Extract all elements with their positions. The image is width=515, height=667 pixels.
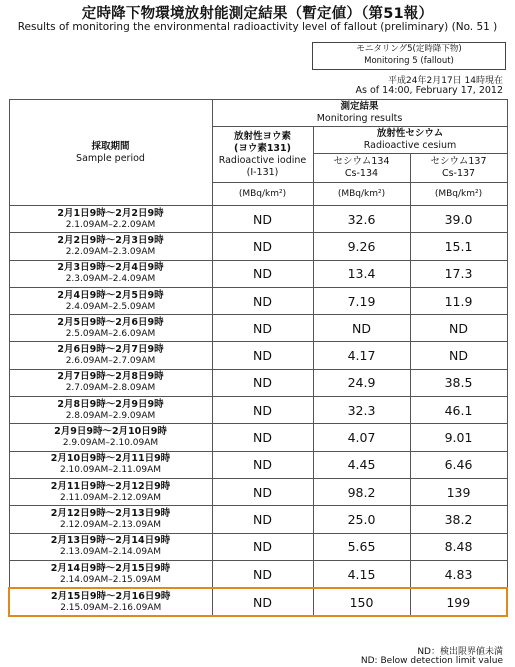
iodine-value: ND	[212, 397, 313, 424]
unit-cs137: (MBq/km²)	[410, 183, 507, 206]
period-ja: 2月13日9時～2月14日9時	[50, 535, 171, 547]
cs134-value: 5.65	[313, 533, 410, 560]
cs134-value: 4.45	[313, 451, 410, 478]
page-title-ja: 定時降下物環境放射能測定結果（暫定値）（第51報）	[81, 6, 434, 22]
iodine-header-ja2: (ヨウ素131)	[233, 142, 291, 154]
cs134-header-en: Cs-134	[344, 168, 379, 179]
cs134-value: 32.6	[313, 206, 410, 233]
cs137-value: ND	[410, 315, 507, 342]
table-row	[9, 588, 507, 616]
table-row	[9, 315, 507, 342]
unit-cs134: (MBq/km²)	[313, 183, 410, 206]
period-cell	[9, 588, 212, 616]
cs137-value: 6.46	[410, 451, 507, 478]
results-header-ja: 測定結果	[340, 101, 379, 112]
period-cell	[9, 451, 212, 478]
cs134-value: 4.07	[313, 424, 410, 451]
as-of-en: As of 14:00, February 17, 2012	[355, 85, 503, 96]
cs137-header-en: Cs-137	[441, 168, 476, 179]
period-cell	[9, 478, 212, 505]
cs137-value: 15.1	[410, 233, 507, 260]
period-cell	[9, 206, 212, 233]
page-title-en: Results of monitoring the environmental radioactivity level of fallout (preliminary) (No. 51 )	[17, 21, 498, 33]
iodine-value: ND	[212, 315, 313, 342]
period-ja: 2月2日9時～2月3日9時	[57, 234, 164, 246]
period-en: 2.8.09AM–2.9.09AM	[65, 410, 156, 421]
period-ja: 2月9日9時～2月10日9時	[54, 426, 167, 438]
period-ja: 2月3日9時～2月4日9時	[57, 262, 164, 274]
iodine-header-en2: (I-131)	[246, 166, 279, 178]
table-row	[9, 206, 507, 233]
cs137-value: 38.2	[410, 506, 507, 533]
period-ja: 2月14日9時～2月15日9時	[50, 562, 171, 574]
cs137-header-ja: セシウム137	[430, 156, 487, 167]
period-cell	[9, 506, 212, 533]
cs134-header-ja: セシウム134	[333, 156, 390, 167]
iodine-value: ND	[212, 287, 313, 314]
cs137-value: 8.48	[410, 533, 507, 560]
table-row	[9, 424, 507, 451]
table-row	[9, 369, 507, 396]
iodine-header-en: Radioactive iodine	[218, 154, 307, 166]
period-en: 2.14.09AM–2.15.09AM	[59, 574, 162, 585]
period-en: 2.13.09AM–2.14.09AM	[59, 547, 162, 558]
period-ja: 2月12日9時～2月13日9時	[50, 507, 171, 519]
period-header-en: Sample period	[76, 152, 145, 164]
table-row	[9, 506, 507, 533]
cs134-value: 98.2	[313, 478, 410, 505]
cs137-value: 11.9	[410, 287, 507, 314]
iodine-value: ND	[212, 533, 313, 560]
iodine-header-ja: 放射性ヨウ素	[233, 130, 291, 142]
table-row	[9, 560, 507, 588]
period-ja: 2月15日9時～2月16日9時	[51, 590, 171, 602]
iodine-value: ND	[212, 206, 313, 233]
cs134-header	[313, 154, 410, 183]
period-cell	[9, 369, 212, 396]
results-table	[8, 99, 508, 617]
period-header-ja: 採取期間	[91, 140, 130, 152]
table-row	[9, 397, 507, 424]
cs134-value: 25.0	[313, 506, 410, 533]
cs134-value: 4.15	[313, 560, 410, 588]
monitoring-label-ja: モニタリング5(定時降下物)	[356, 44, 462, 54]
cs134-value: 7.19	[313, 287, 410, 314]
period-en: 2.5.09AM–2.6.09AM	[65, 328, 156, 339]
table-row	[9, 260, 507, 287]
cs134-value: 24.9	[313, 369, 410, 396]
period-en: 2.2.09AM–2.3.09AM	[65, 246, 156, 257]
table-row	[9, 533, 507, 560]
period-en: 2.11.09AM–2.12.09AM	[59, 492, 162, 503]
period-en: 2.3.09AM–2.4.09AM	[65, 274, 156, 285]
period-en: 2.4.09AM–2.5.09AM	[65, 301, 156, 312]
table-row	[9, 478, 507, 505]
period-ja: 2月10日9時～2月11日9時	[50, 453, 171, 465]
period-ja: 2月8日9時～2月9日9時	[57, 398, 164, 410]
monitoring-label-en: Monitoring 5 (fallout)	[364, 56, 454, 66]
cs137-value: 199	[410, 588, 507, 616]
iodine-value: ND	[212, 478, 313, 505]
cs137-value: 4.83	[410, 560, 507, 588]
table-row	[9, 233, 507, 260]
cs137-value: 139	[410, 478, 507, 505]
iodine-value: ND	[212, 560, 313, 588]
period-en: 2.1.09AM–2.2.09AM	[65, 219, 156, 230]
iodine-value: ND	[212, 588, 313, 616]
cesium-header-en: Radioactive cesium	[363, 140, 457, 151]
cesium-header	[313, 127, 507, 154]
period-en: 2.7.09AM–2.8.09AM	[65, 383, 156, 394]
period-ja: 2月5日9時～2月6日9時	[57, 316, 164, 328]
iodine-value: ND	[212, 260, 313, 287]
iodine-value: ND	[212, 506, 313, 533]
table-row	[9, 342, 507, 369]
cs134-value: ND	[313, 315, 410, 342]
iodine-value: ND	[212, 451, 313, 478]
table-row	[9, 287, 507, 314]
cs137-value: ND	[410, 342, 507, 369]
period-cell	[9, 287, 212, 314]
cs134-value: 9.26	[313, 233, 410, 260]
period-cell	[9, 233, 212, 260]
cs134-value: 32.3	[313, 397, 410, 424]
cesium-header-ja: 放射性セシウム	[376, 128, 444, 139]
cs137-value: 46.1	[410, 397, 507, 424]
results-header-en: Monitoring results	[316, 113, 403, 124]
period-en: 2.15.09AM–2.16.09AM	[60, 602, 162, 613]
period-en: 2.9.09AM–2.10.09AM	[62, 438, 159, 449]
cs137-value: 38.5	[410, 369, 507, 396]
period-cell	[9, 560, 212, 588]
period-en: 2.6.09AM–2.7.09AM	[65, 356, 156, 367]
period-ja: 2月11日9時～2月12日9時	[50, 480, 171, 492]
period-ja: 2月4日9時～2月5日9時	[57, 289, 164, 301]
period-en: 2.12.09AM–2.13.09AM	[59, 519, 162, 530]
period-cell	[9, 424, 212, 451]
iodine-value: ND	[212, 233, 313, 260]
nd-note-ja: ND：検出限界値未満	[417, 647, 503, 657]
results-header	[212, 100, 507, 127]
unit-iodine: (MBq/km²)	[212, 183, 313, 206]
nd-note-en: ND: Below detection limit value	[360, 656, 503, 666]
cs137-value: 39.0	[410, 206, 507, 233]
as-of-ja: 平成24年2月17日 14時現在	[388, 76, 503, 86]
cs134-value: 4.17	[313, 342, 410, 369]
iodine-value: ND	[212, 424, 313, 451]
cs134-value: 13.4	[313, 260, 410, 287]
cs134-value: 150	[313, 588, 410, 616]
period-header	[9, 100, 212, 206]
period-en: 2.10.09AM–2.11.09AM	[59, 465, 162, 476]
period-ja: 2月6日9時～2月7日9時	[57, 344, 164, 356]
iodine-value: ND	[212, 342, 313, 369]
period-cell	[9, 533, 212, 560]
period-ja: 2月1日9時～2月2日9時	[57, 207, 164, 219]
period-ja: 2月7日9時～2月8日9時	[57, 371, 164, 383]
period-cell	[9, 315, 212, 342]
monitoring-box	[312, 42, 506, 70]
period-cell	[9, 397, 212, 424]
cs137-value: 9.01	[410, 424, 507, 451]
cs137-header	[410, 154, 507, 183]
table-row	[9, 451, 507, 478]
period-cell	[9, 260, 212, 287]
period-cell	[9, 342, 212, 369]
iodine-header	[212, 127, 313, 183]
iodine-value: ND	[212, 369, 313, 396]
cs137-value: 17.3	[410, 260, 507, 287]
